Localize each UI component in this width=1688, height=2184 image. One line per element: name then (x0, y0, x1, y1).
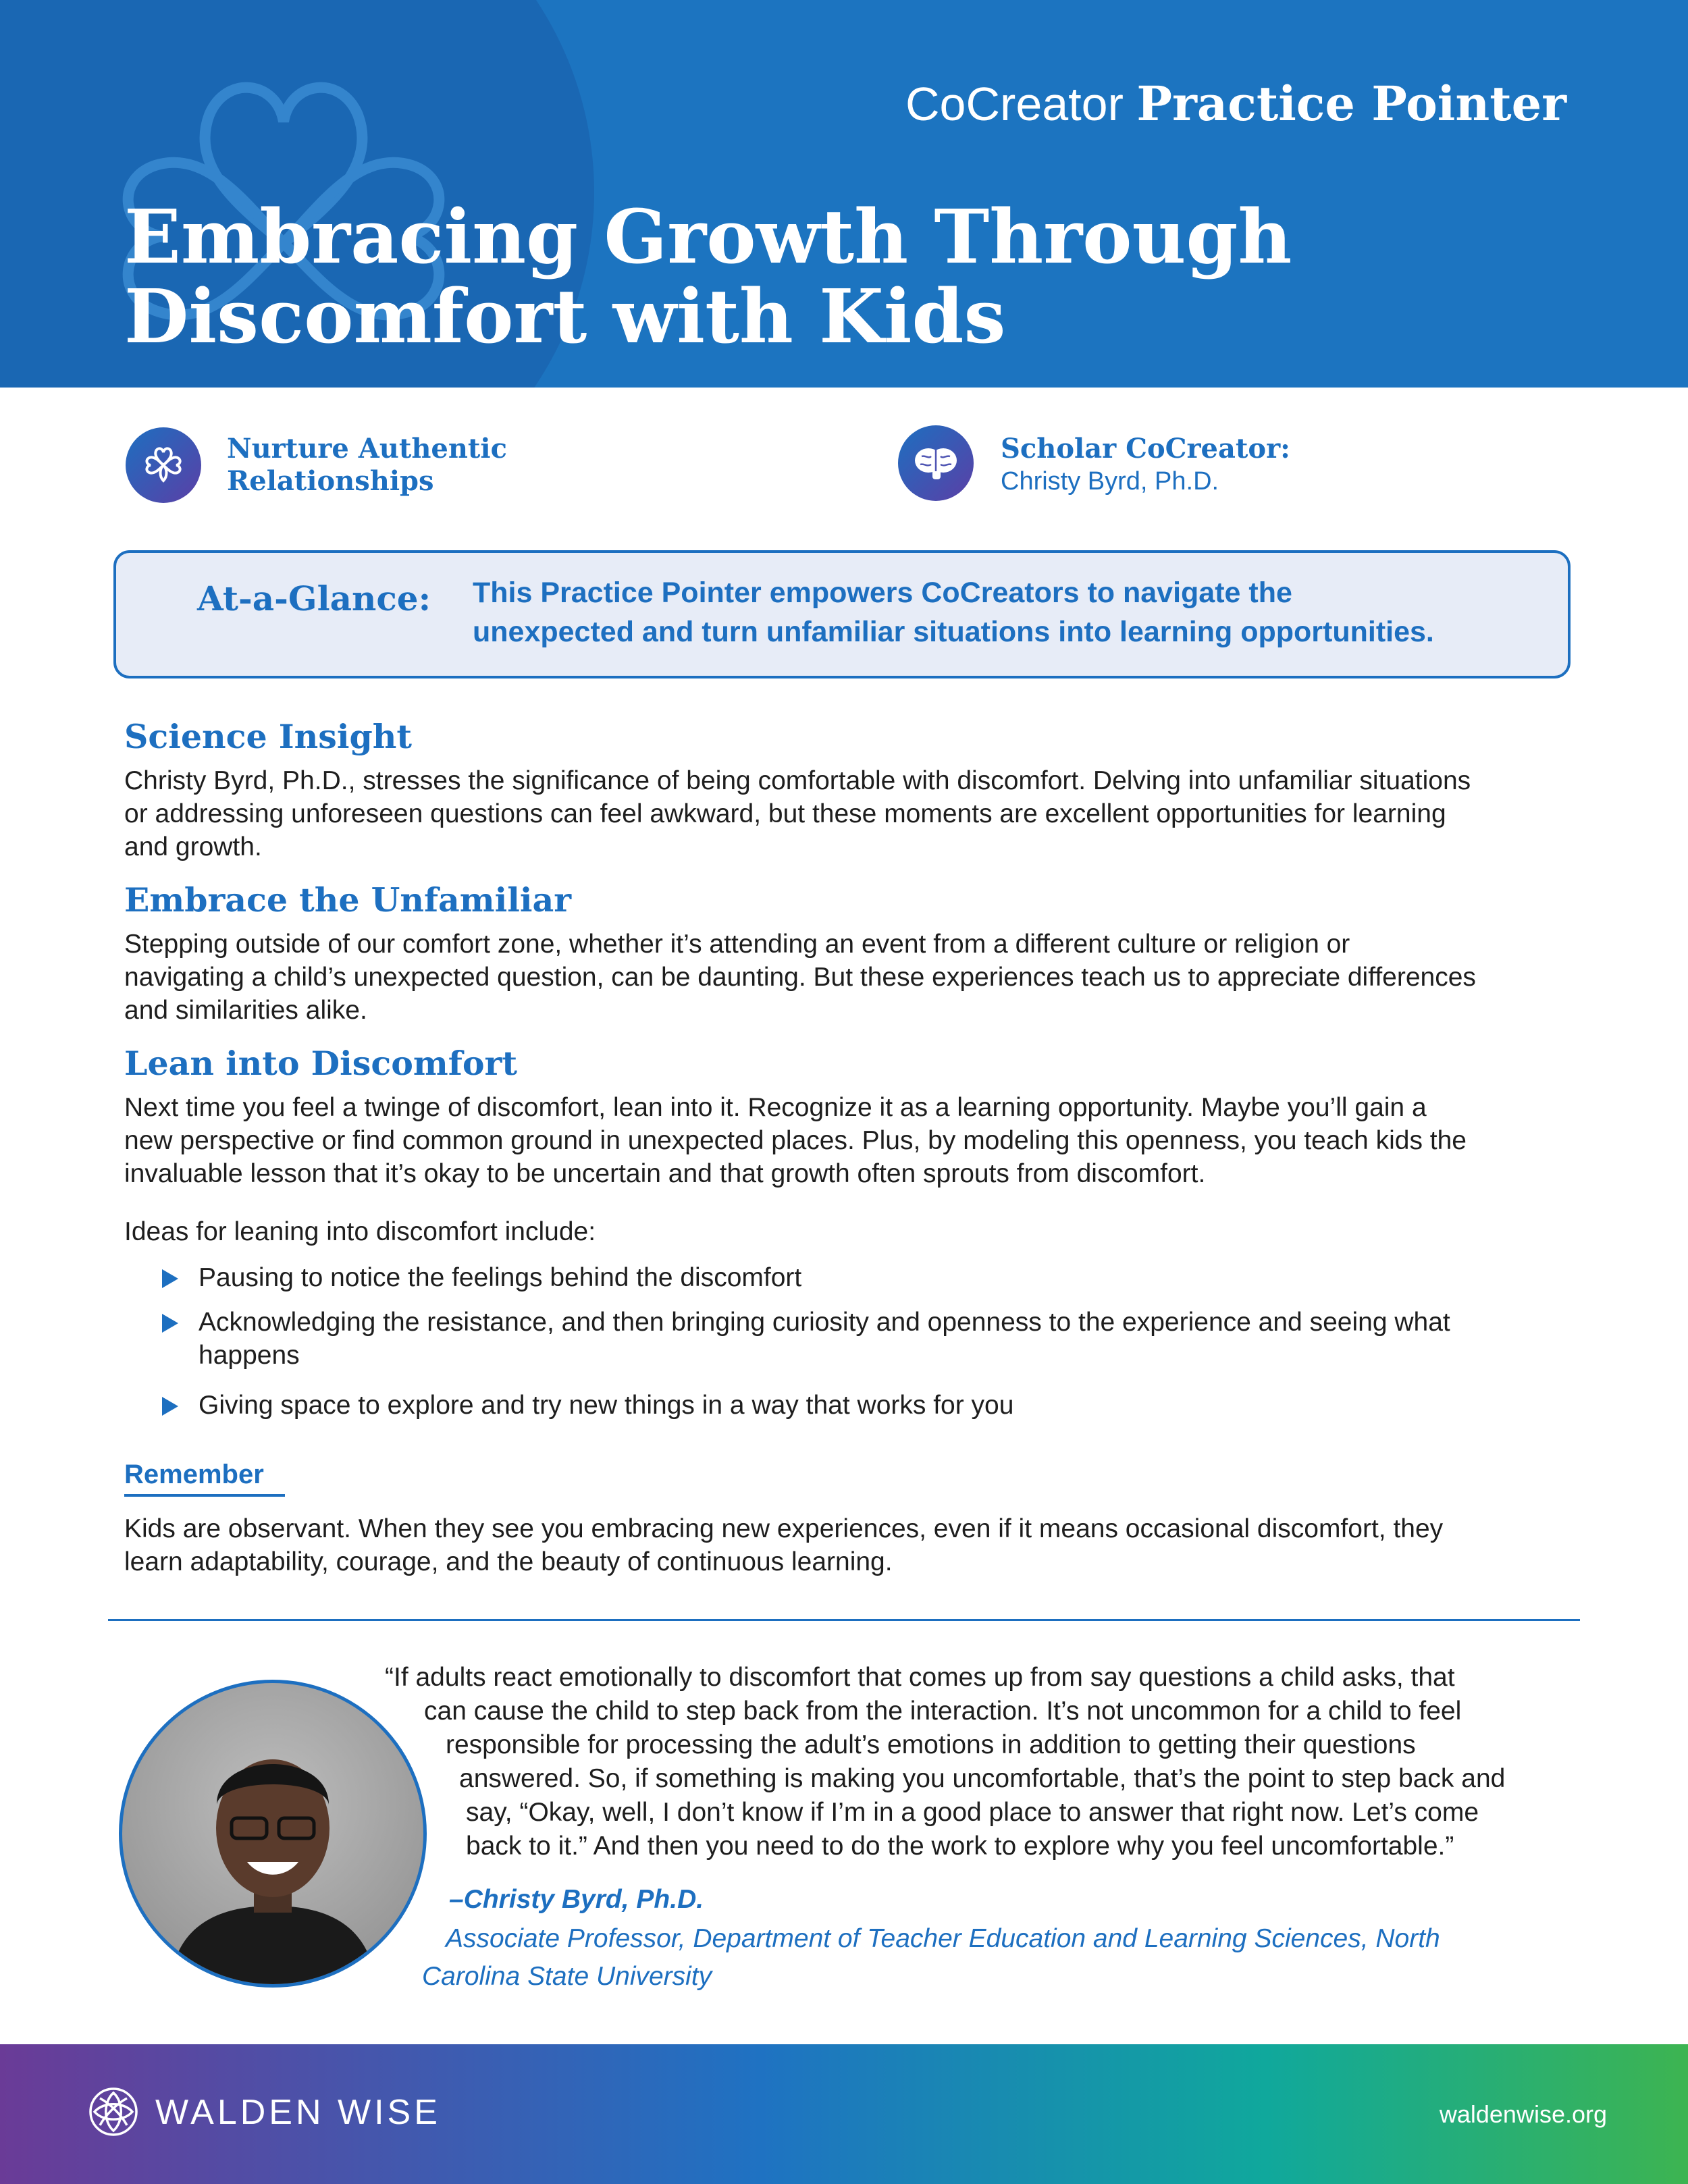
clover-icon (126, 427, 201, 503)
heading-lean-into-discomfort: Lean into Discomfort (124, 1044, 517, 1083)
quote-line: say, “Okay, well, I don’t know if I’m in a good place to answer that right now. Let’s come (466, 1798, 1479, 1827)
quote-line: “If adults react emotionally to discomfort that comes up from say questions a child asks, that (385, 1663, 1455, 1692)
heading-science-insight: Science Insight (124, 717, 412, 756)
quote-line: answered. So, if something is making you uncomfortable, that’s the point to step back and (459, 1764, 1506, 1793)
triangle-bullet-icon (162, 1314, 178, 1333)
paragraph-line: Next time you feel a twinge of discomfort, lean into it. Recognize it as a learning opportunity. Maybe you’ll gain a (124, 1093, 1427, 1122)
walden-knot-icon (86, 2085, 140, 2139)
triangle-bullet-icon (162, 1397, 178, 1416)
paragraph-line: Kids are observant. When they see you embracing new experiences, even if it means occasional discomfort, they (124, 1514, 1444, 1543)
author-label: Scholar CoCreator: (1001, 433, 1290, 464)
title-line-1: Embracing Growth Through (124, 193, 1292, 280)
topic-label (227, 433, 507, 498)
footer-banner (0, 2044, 1688, 2184)
paragraph-line: learn adaptability, courage, and the beauty of continuous learning. (124, 1547, 893, 1576)
author-photo (119, 1680, 427, 1988)
footer-brand: WALDEN WISE (155, 2093, 441, 2132)
header-banner (0, 0, 1688, 388)
heading-embrace-unfamiliar: Embrace the Unfamiliar (124, 880, 572, 920)
remember-label: Remember (124, 1460, 285, 1497)
section-divider (108, 1619, 1580, 1621)
glance-text (473, 573, 1539, 651)
author-name: Christy Byrd, Ph.D. (1001, 467, 1219, 496)
glance-label: At-a-Glance: (197, 579, 431, 618)
series-light: CoCreator (905, 78, 1124, 130)
bullet-text (199, 1306, 1549, 1372)
paragraph-line: invaluable lesson that it’s okay to be uncertain and that growth often sprouts from discomfort. (124, 1159, 1206, 1188)
paragraph-line: Stepping outside of our comfort zone, whether it’s attending an event from a different culture or religion or (124, 930, 1350, 959)
topic-line-2: Relationships (227, 465, 434, 497)
ideas-intro: Ideas for leaning into discomfort include: (124, 1217, 596, 1246)
glance-line-2: unexpected and turn unfamiliar situations into learning opportunities. (473, 616, 1434, 648)
at-a-glance-box (113, 550, 1571, 678)
list-item (162, 1306, 1553, 1373)
bullet-line: Giving space to explore and try new things in a way that works for you (199, 1391, 1014, 1420)
paragraph-line: and similarities alike. (124, 996, 367, 1025)
title-line-2: Discomfort with Kids (124, 273, 1006, 360)
footer-url-link[interactable]: waldenwise.org (1439, 2100, 1607, 2128)
topic-line-1: Nurture Authentic (227, 433, 507, 464)
paragraph-line: Christy Byrd, Ph.D., stresses the significance of being comfortable with discomfort. Delving into unfamiliar situations (124, 766, 1471, 795)
list-item (162, 1389, 1553, 1422)
bullet-line: Acknowledging the resistance, and then bringing curiosity and openness to the experience and seeing what (199, 1308, 1450, 1337)
quote-role-line: Associate Professor, Department of Teacher Education and Learning Sciences, North (446, 1924, 1440, 1953)
quote-role-line: Carolina State University (422, 1962, 712, 1991)
list-item (162, 1261, 1553, 1295)
triangle-bullet-icon (162, 1269, 178, 1288)
paragraph-line: or addressing unforeseen questions can feel awkward, but these moments are excellent opportunities for learning (124, 799, 1446, 828)
paragraph-science-insight (124, 764, 1576, 863)
quote-line: responsible for processing the adult’s emotions in addition to getting their questions (446, 1730, 1416, 1759)
bullet-text (199, 1261, 1549, 1294)
bullet-line: happens (199, 1341, 300, 1370)
bullet-text (199, 1389, 1549, 1422)
remember-paragraph (124, 1512, 1576, 1578)
paragraph-line: and growth. (124, 832, 262, 861)
quote-line: back to it.” And then you need to do the work to explore why you feel uncomfortable.” (466, 1832, 1454, 1861)
series-bold: Practice Pointer (1136, 76, 1566, 132)
paragraph-line: navigating a child’s unexpected question, can be daunting. But these experiences teach us to appreciate differences (124, 963, 1476, 992)
author-block (1001, 433, 1290, 498)
paragraph-line: new perspective or find common ground in unexpected places. Plus, by modeling this openness, you teach kids the (124, 1126, 1467, 1155)
bullet-line: Pausing to notice the feelings behind the discomfort (199, 1263, 802, 1292)
paragraph-lean-into-discomfort (124, 1091, 1576, 1190)
quote-author: –Christy Byrd, Ph.D. (449, 1885, 704, 1914)
paragraph-embrace-unfamiliar (124, 928, 1576, 1027)
glance-line-1: This Practice Pointer empowers CoCreators to navigate the (473, 577, 1292, 609)
quote-line: can cause the child to step back from the interaction. It’s not uncommon for a child to feel (424, 1697, 1462, 1726)
brain-icon (898, 425, 974, 501)
page-title (124, 193, 1475, 360)
series-label (905, 76, 1566, 132)
